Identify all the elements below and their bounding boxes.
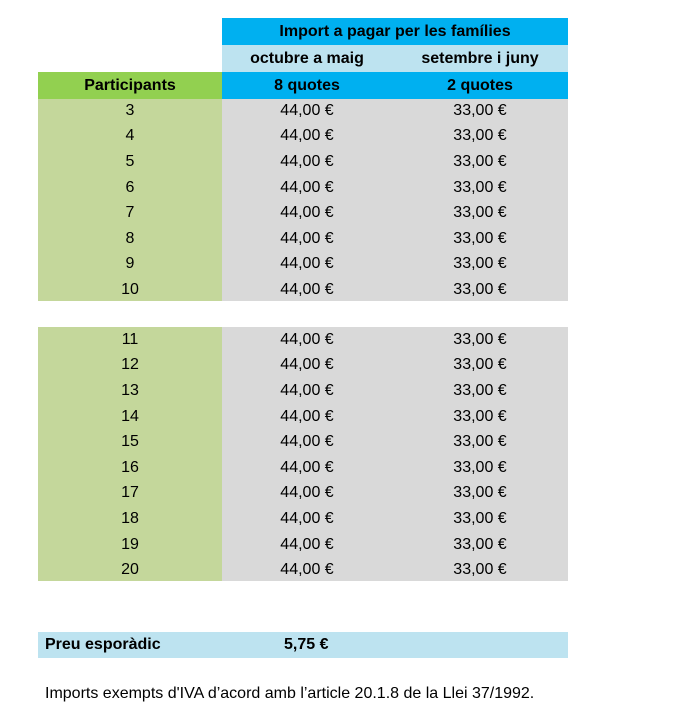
participants-cell: 9 [125,255,135,273]
price-oct-maig-cell: 44,00 € [280,204,334,222]
price-set-juny-cell: 33,00 € [453,509,507,527]
table-row [38,124,568,150]
price-oct-maig-cell: 44,00 € [280,561,334,579]
table-row [38,226,568,252]
participants-cell: 3 [125,101,135,119]
price-set-juny-cell: 33,00 € [453,127,507,145]
table-row [38,481,568,507]
table-row [38,557,568,583]
table-row [38,175,568,201]
price-set-juny-cell: 33,00 € [453,280,507,298]
price-oct-maig-cell: 44,00 € [280,484,334,502]
table-row [38,277,568,303]
table-row [38,455,568,481]
table-row [38,98,568,124]
price-set-juny-cell: 33,00 € [453,561,507,579]
participants-cell: 19 [121,535,139,553]
price-set-juny-cell: 33,00 € [453,433,507,451]
price-set-juny-cell: 33,00 € [453,101,507,119]
price-oct-maig-cell: 44,00 € [280,330,334,348]
header-participants: Participants [38,72,222,99]
price-set-juny-cell: 33,00 € [453,255,507,273]
participants-cell: 5 [125,152,135,170]
table-row [38,327,568,353]
price-set-juny-cell: 33,00 € [453,178,507,196]
header-period-set-juny: setembre i juny [392,45,568,72]
participants-cell: 14 [121,407,139,425]
participants-cell: 8 [125,229,135,247]
participants-cell: 13 [121,381,139,399]
table-row [38,378,568,404]
participants-cell: 6 [125,178,135,196]
header-title: Import a pagar per les famílies [222,18,568,45]
price-set-juny-cell: 33,00 € [453,204,507,222]
participants-cell: 16 [121,458,139,476]
price-oct-maig-cell: 44,00 € [280,458,334,476]
price-oct-maig-cell: 44,00 € [280,101,334,119]
price-oct-maig-cell: 44,00 € [280,255,334,273]
price-oct-maig-cell: 44,00 € [280,127,334,145]
table-row [38,429,568,455]
table-row [38,404,568,430]
table-row [38,353,568,379]
participants-cell: 15 [121,433,139,451]
table-row [38,506,568,532]
table-row [38,149,568,175]
table-row [38,252,568,278]
header-quotes-8: 8 quotes [222,72,392,99]
header-period-oct-maig: octubre a maig [222,45,392,72]
preu-esporadic-value: 5,75 € [284,636,329,653]
participants-cell: 17 [121,484,139,502]
price-oct-maig-cell: 44,00 € [280,229,334,247]
price-oct-maig-cell: 44,00 € [280,356,334,374]
price-set-juny-cell: 33,00 € [453,330,507,348]
price-oct-maig-cell: 44,00 € [280,535,334,553]
price-oct-maig-cell: 44,00 € [280,280,334,298]
price-set-juny-cell: 33,00 € [453,484,507,502]
price-oct-maig-cell: 44,00 € [280,433,334,451]
price-set-juny-cell: 33,00 € [453,152,507,170]
participants-cell: 10 [121,280,139,298]
participants-cell: 20 [121,561,139,579]
participants-cell: 11 [121,330,139,348]
participants-cell: 12 [121,356,139,374]
table-row [38,532,568,558]
preu-esporadic-label: Preu esporàdic [45,636,161,653]
price-set-juny-cell: 33,00 € [453,458,507,476]
price-set-juny-cell: 33,00 € [453,381,507,399]
price-set-juny-cell: 33,00 € [453,407,507,425]
price-oct-maig-cell: 44,00 € [280,407,334,425]
price-oct-maig-cell: 44,00 € [280,509,334,527]
preu-esporadic-row [38,632,568,658]
table-row [38,200,568,226]
price-set-juny-cell: 33,00 € [453,356,507,374]
price-oct-maig-cell: 44,00 € [280,178,334,196]
price-set-juny-cell: 33,00 € [453,229,507,247]
price-set-juny-cell: 33,00 € [453,535,507,553]
participants-cell: 18 [121,509,139,527]
price-oct-maig-cell: 44,00 € [280,152,334,170]
participants-cell: 7 [125,204,135,222]
header-quotes-2: 2 quotes [392,72,568,99]
participants-cell: 4 [125,127,135,145]
iva-note: Imports exempts d'IVA d’acord amb l’article 20.1.8 de la Llei 37/1992. [45,685,535,702]
price-oct-maig-cell: 44,00 € [280,381,334,399]
